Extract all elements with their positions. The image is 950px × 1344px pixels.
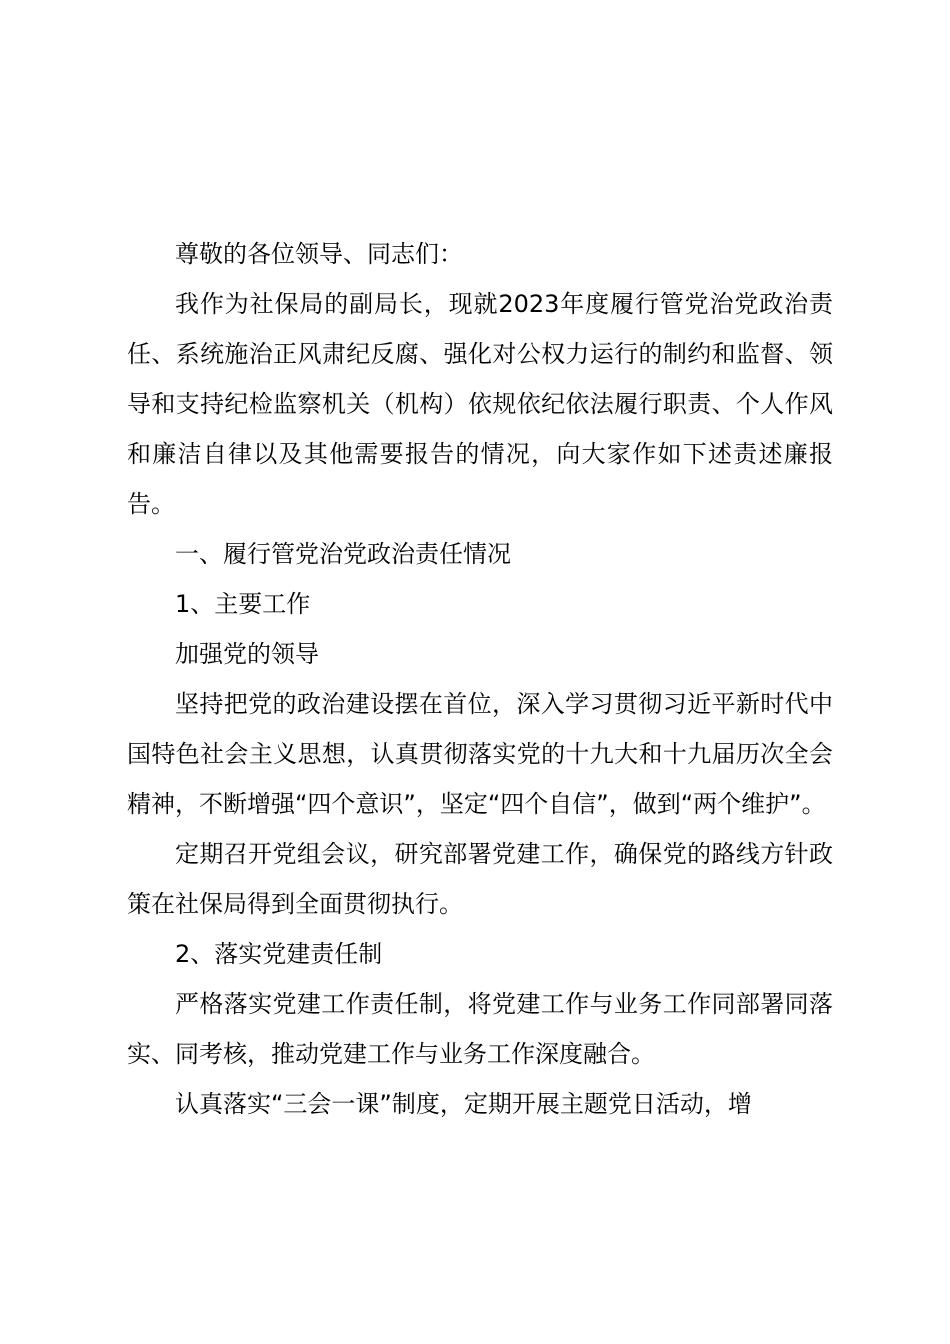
paragraph-three-meetings: 认真落实“三会一课”制度，定期开展主题党日活动，增 [175,1090,752,1118]
document-body [127,229,833,1129]
subheading-main-work: 1、主要工作 [175,590,311,618]
section-heading-1: 一、履行管党治党政治责任情况 [175,540,511,568]
paragraph-intro: 我作为社保局的副局长，现就2023年度履行管党治党政治责任、系统施治正风肃纪反腐、强化对公权力运行的制约和监督、领导和支持纪检监察机关（机构）依规依纪依法履行职责、个人作风和廉洁自律以及其他需要报告的情况，向大家作如下述责述廉报告。 [127,290,833,518]
paragraph-party-meetings: 定期召开党组会议，研究部署党建工作，确保党的路线方针政策在社保局得到全面贯彻执行。 [127,840,833,918]
subheading-party-leadership: 加强党的领导 [175,640,319,668]
paragraph-political-building: 坚持把党的政治建设摆在首位，深入学习贯彻习近平新时代中国特色社会主义思想，认真贯彻落实党的十九大和十九届历次全会精神，不断增强“四个意识”，坚定“四个自信”，做到“两个维护”。 [127,690,833,818]
subheading-responsibility: 2、落实党建责任制 [175,940,383,968]
greeting: 尊敬的各位领导、同志们： [175,240,463,268]
paragraph-responsibility-system: 严格落实党建工作责任制，将党建工作与业务工作同部署同落实、同考核，推动党建工作与业务工作深度融合。 [127,990,833,1068]
